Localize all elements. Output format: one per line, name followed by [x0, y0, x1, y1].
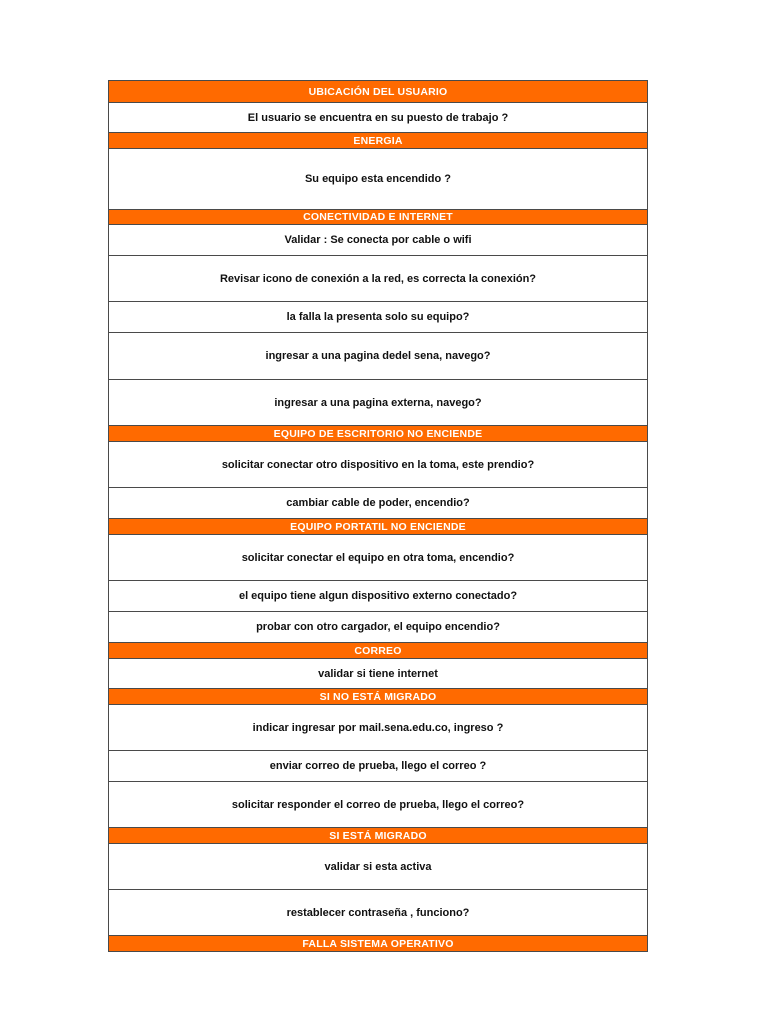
section-header-label: SI NO ESTÁ MIGRADO — [319, 690, 437, 703]
section-header-label: CONECTIVIDAD E INTERNET — [303, 211, 453, 223]
checklist-row-label: Validar : Se conecta por cable o wifi — [284, 234, 472, 246]
checklist-row-label: solicitar conectar el equipo en otra toma, encendio? — [241, 551, 515, 564]
checklist-row-label: Su equipo esta encendido ? — [304, 173, 452, 185]
checklist-row-label: indicar ingresar por mail.sena.edu.co, ingreso ? — [252, 721, 504, 734]
section-header-sistema-operativo — [109, 936, 647, 952]
section-header-escritorio — [109, 426, 647, 442]
section-header-label: CORREO — [354, 644, 402, 657]
checklist-row — [109, 302, 647, 333]
checklist-row — [109, 380, 647, 426]
section-header-label: ENERGIA — [353, 134, 403, 147]
section-header-label: EQUIPO DE ESCRITORIO NO ENCIENDE — [273, 427, 483, 440]
checklist-row — [109, 103, 647, 133]
checklist-row — [109, 256, 647, 302]
checklist-row-label: la falla la presenta solo su equipo? — [286, 311, 470, 323]
checklist-row — [109, 659, 647, 689]
checklist-row-label: ingresar a una pagina dedel sena, navego? — [265, 350, 491, 362]
section-header-migrado — [109, 828, 647, 844]
checklist-row — [109, 333, 647, 380]
section-header-label: EQUIPO PORTATIL NO ENCIENDE — [290, 520, 466, 533]
checklist-row-label: restablecer contraseña , funciono? — [286, 906, 470, 919]
section-header-label: FALLA SISTEMA OPERATIVO — [302, 937, 454, 950]
checklist-row-label: Revisar icono de conexión a la red, es correcta la conexión? — [219, 272, 537, 285]
checklist-row — [109, 225, 647, 256]
section-header-label: SI ESTÁ MIGRADO — [329, 829, 427, 842]
section-header-correo — [109, 643, 647, 659]
checklist-row-label: El usuario se encuentra en su puesto de trabajo ? — [247, 111, 509, 124]
checklist-row — [109, 844, 647, 890]
section-header-label: UBICACIÓN DEL USUARIO — [308, 85, 448, 98]
checklist-row — [109, 751, 647, 782]
checklist-row-label: solicitar conectar otro dispositivo en la toma, este prendio? — [221, 458, 535, 471]
checklist-row — [109, 535, 647, 581]
section-header-no-migrado — [109, 689, 647, 705]
checklist-row-label: el equipo tiene algun dispositivo externo conectado? — [238, 590, 518, 602]
checklist-table — [108, 80, 648, 952]
section-header-conectividad — [109, 210, 647, 225]
checklist-row — [109, 705, 647, 751]
checklist-row — [109, 612, 647, 643]
checklist-row-label: ingresar a una pagina externa, navego? — [274, 396, 482, 409]
checklist-row-label: validar si esta activa — [324, 860, 432, 873]
checklist-row — [109, 149, 647, 210]
checklist-row-label: solicitar responder el correo de prueba, llego el correo? — [231, 798, 525, 811]
checklist-row — [109, 782, 647, 828]
checklist-row — [109, 442, 647, 488]
checklist-row-label: enviar correo de prueba, llego el correo ? — [269, 760, 487, 772]
section-header-ubicacion — [109, 81, 647, 103]
checklist-row — [109, 581, 647, 612]
section-header-energia — [109, 133, 647, 149]
checklist-row-label: validar si tiene internet — [318, 667, 438, 680]
checklist-row-label: cambiar cable de poder, encendio? — [286, 497, 470, 509]
section-header-portatil — [109, 519, 647, 535]
checklist-row — [109, 890, 647, 936]
checklist-row-label: probar con otro cargador, el equipo encendio? — [256, 621, 500, 633]
checklist-row — [109, 488, 647, 519]
